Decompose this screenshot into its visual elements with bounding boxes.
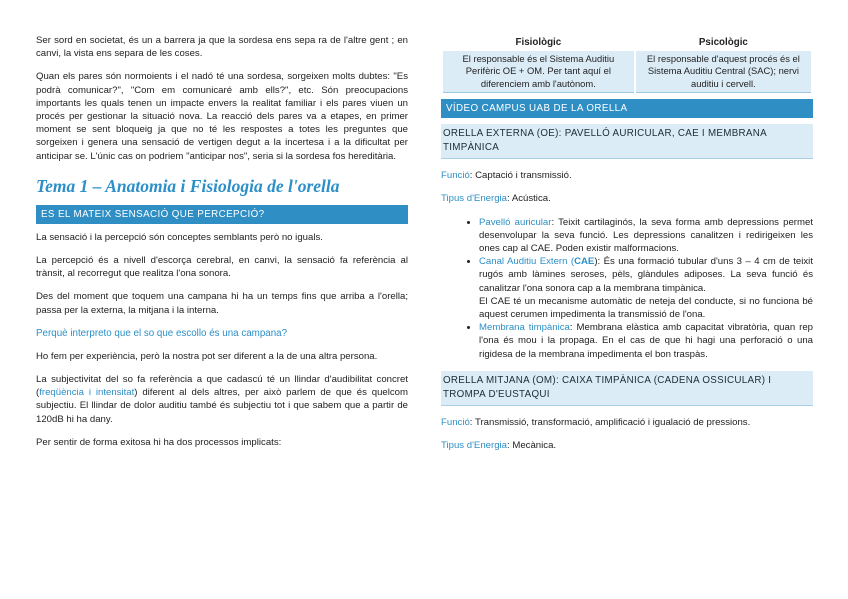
paragraph-experience: Ho fem per experiència, però la nostra pot ser diferent a la de una altra persona. [36, 350, 378, 362]
left-column [36, 34, 408, 449]
cae-abbrev: CAE [574, 256, 595, 268]
middle-ear-energy [441, 439, 813, 452]
energy-label-om: Tipus d'Energia [441, 440, 508, 452]
pinna-text: : Teixit cartilaginós, la seva forma amb depressions permet desenvolupar la seva funció. Les depressions canalitzen i redirigeixen les ones cap al CAE. Poden existir malformacions. [479, 216, 813, 255]
table-cell-physiological: El responsable és el Sistema Auditiu Perifèric OE + OM. Per tant aquí el diferenciem amb l'autònom. [443, 51, 634, 93]
physio-psycho-table [441, 35, 813, 93]
middle-ear-function-text: : Transmissió, transformació, amplificació i igualació de pressions. [469, 416, 751, 428]
paragraph-subjectivity [36, 373, 408, 426]
eardrum-term: Membrana timpànica [479, 322, 570, 334]
paragraph-sensation: La sensació i la percepció són conceptes semblants però no iguals. [36, 231, 323, 243]
right-column [441, 34, 813, 452]
paragraph-processes: Per sentir de forma exitosa hi ha dos processos implicats: [36, 436, 282, 448]
ear-canal-text: ): És una formació tubular d'uns 3 – 4 cm de teixit rugós amb làmines seroses, pèls, glàndules adiposes. La seva funció és canalitzar l'ona sonora cap a la membrana timpànica. [479, 256, 813, 294]
middle-ear-energy-text: : Mecànica. [507, 440, 557, 452]
middle-ear-function [441, 416, 813, 429]
function-label: Funció [441, 170, 470, 182]
subsection-bar-middle-ear: ORELLA MITJANA (OM): CAIXA TIMPÀNICA (CADENA OSSICULAR) I TROMPA D'EUSTAQUI [441, 371, 813, 406]
subsection-bar-outer-ear: ORELLA EXTERNA (OE): PAVELLÓ AURICULAR, CAE I MEMBRANA TIMPÀNICA [441, 124, 813, 159]
outer-ear-function-text: : Captació i transmissió. [469, 170, 572, 182]
table-header-physiological: Fisiològic [515, 37, 562, 48]
question-heading: Perquè interpreto que el so que escollo és una campana? [36, 327, 288, 339]
paragraph-intro: Ser sord en societat, és un a barrera ja que la sordesa ens sepa ra de l'altre gent ; en canvi, la vista ens separa de les coses. [36, 35, 408, 60]
list-item-eardrum [479, 321, 813, 361]
list-item-pinna [479, 216, 813, 256]
outer-ear-parts-list [441, 216, 813, 361]
energy-label: Tipus d'Energia [441, 193, 508, 205]
paragraph-parents: Quan els pares són normoients i el nadó té una sordesa, sorgeixen molts dubtes: "Es podrà comunicar?", "Com em comunicaré amb ells?", etc. Són preocupacions importants les quals tenen un impacte envers la realitat familiar i els pares viuen un procés per gestionar la situació nova. La reacció dels pares va a etapes, en primer moment se sent bloqueig ja que no té les respostes a totes les preguntes que sorgeixen i genera una sensació de vertigen degut a la incertesa i a la dificultat per anticipar se. L'únic cas on podriem "anticipar nos", seria si la sordesa fos hereditària. [36, 71, 408, 162]
subjectivity-text-a: La subjectivitat del so fa referència a que cadascú té un llindar d'audibilitat concret ( [36, 374, 408, 399]
ear-canal-term: Canal Auditiu Extern ( [479, 256, 575, 268]
paragraph-bell: Des del moment que toquem una campana hi ha un temps fins que arriba a l'orella; passa per la externa, la mitjana i la interna. [36, 291, 408, 316]
outer-ear-function [441, 169, 813, 182]
outer-ear-energy [441, 192, 813, 205]
eardrum-text: : Membrana elàstica amb capacitat vibratòria, quan rep l'ona és mou i la propaga. En el cas de que hi hagi una perforació o una rigidesa de la membrana impedimenta el bon traspàs. [479, 322, 813, 360]
table-cell-psychological: El responsable d'aquest procés és el Sistema Auditiu Central (SAC); nervi auditiu i cervell. [636, 51, 811, 93]
section-bar-sensation: ES EL MATEIX SENSACIÓ QUE PERCEPCIÓ? [36, 205, 408, 224]
section-bar-video: VÍDEO CAMPUS UAB DE LA ORELLA [441, 99, 813, 118]
chapter-title: Tema 1 – Anatomia i Fisiologia de l'orella [36, 175, 340, 196]
outer-ear-energy-text: : Acústica. [507, 193, 551, 205]
table-header-psychological: Psicològic [698, 37, 748, 48]
subjectivity-text-b: ) diferent al dels altres, per això parlem de que és quelcom subjectiu. El llindar de dolor auditiu també és subjectiu tot i que sabem que a partir de 120dB hi ha dany. [36, 387, 408, 425]
paragraph-perception: La percepció és a nivell d'escorça cerebral, en canvi, la sensació fa referència al trànsit, al recorregut que realitza l'ona sonora. [36, 255, 408, 280]
list-item-ear-canal [479, 255, 813, 321]
frequency-intensity-term: freqüència i intensitat [39, 387, 135, 399]
function-label-om: Funció [441, 416, 470, 428]
ear-canal-text-2: El CAE té un mecanisme automàtic de neteja del conducte, si no funciona bé aquest cerumen impedimenta la transmissió de l'ona. [479, 295, 813, 321]
pinna-term: Pavelló auricular [479, 216, 552, 228]
